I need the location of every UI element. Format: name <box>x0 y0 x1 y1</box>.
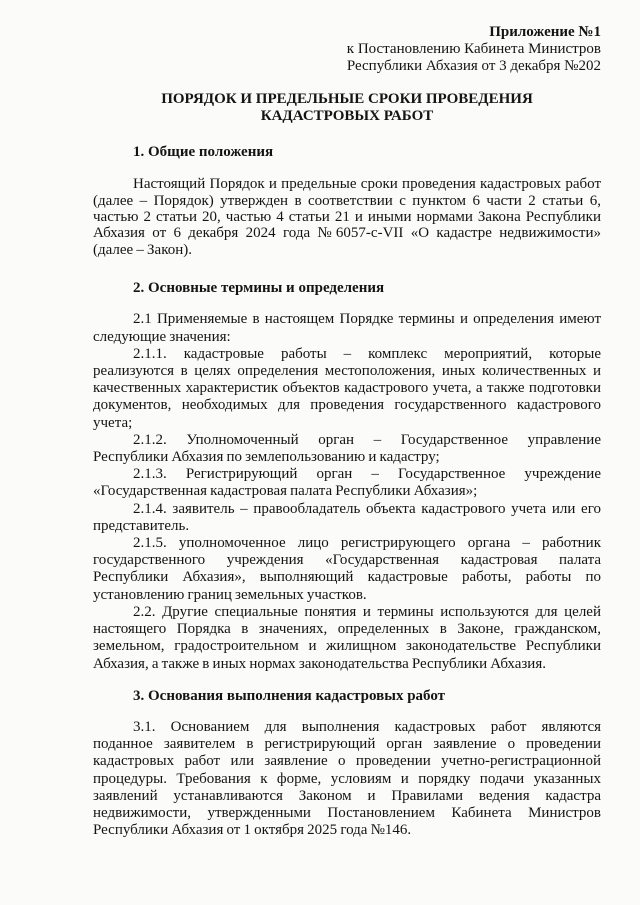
section-heading-1: 1. Общие положения <box>133 144 274 160</box>
section-heading-3: 3. Основания выполнения кадастровых работ <box>133 687 446 704</box>
appendix-number: Приложение №1 <box>489 24 601 40</box>
text-line: Республики Абхазия по землепользованию и кадастру; <box>93 449 440 466</box>
text-line: 2.2. Другие специальные понятия и термины используются для целей <box>133 603 601 620</box>
text-line: 2.1.1. кадастровые работы – комплекс мероприятий, которые <box>133 345 601 362</box>
appendix-header <box>93 24 601 75</box>
text-line: Настоящий Порядок и предельные сроки проведения кадастровых работ <box>133 176 601 193</box>
paragraph <box>93 535 601 604</box>
appendix-reference-date: Республики Абхазия от 3 декабря №202 <box>346 58 601 74</box>
text-line: земельном, градостроительном и жилищном законодательстве Республики <box>93 638 601 655</box>
text-line: следующие значения: <box>93 328 231 345</box>
text-line: Республики Абхазия», выполняющий кадастровые работы, работы по <box>93 569 601 586</box>
paragraph <box>93 176 601 258</box>
text-line: настоящего Порядка в значениях, определенных в Законе, гражданском, <box>93 621 601 638</box>
text-line: кадастровых работ или заявление о проведении учетно-регистрационной <box>93 753 601 770</box>
text-line: представитель. <box>93 517 190 534</box>
text-line: качественных характеристик объектов кадастрового учета, а также подготовки <box>93 380 601 397</box>
section-heading-2: 2. Основные термины и определения <box>133 280 385 297</box>
text-line: «Государственная кадастровая палата Республики Абхазия»; <box>93 483 478 500</box>
paragraph <box>93 346 601 432</box>
text-line: реализуются в целях определения местоположения, иных количественных и <box>93 363 601 380</box>
text-line: 2.1.2. Уполномоченный орган – Государственное управление <box>133 431 601 448</box>
text-line: 2.1 Применяемые в настоящем Порядке термины и определения имеют <box>133 311 601 328</box>
text-line: (далее – Порядок) утвержден в соответствии с пунктом 6 части 2 статьи 6, <box>93 192 601 209</box>
text-line: установлению границ земельных участков. <box>93 586 367 603</box>
text-line: 2.1.5. уполномоченное лицо регистрирующего органа – работник <box>133 535 601 552</box>
paragraph <box>93 501 601 535</box>
text-line: поданное заявителем в регистрирующий орган заявление о проведении <box>93 736 601 753</box>
document-title <box>93 91 601 125</box>
text-line: недвижимости, утвержденными Постановлением Кабинета Министров <box>93 804 601 821</box>
section-2-body <box>93 311 601 672</box>
section-3-body <box>93 719 601 839</box>
text-line: частью 2 статьи 20, частью 4 статьи 21 и иными нормами Закона Республики <box>93 209 601 226</box>
appendix-reference: к Постановлению Кабинета Министров <box>346 41 601 57</box>
paragraph <box>93 604 601 673</box>
section-1-body <box>93 176 601 258</box>
text-line: Абхазия от 6 декабря 2024 года №6057-с-VII «О кадастре недвижимости» <box>93 225 601 242</box>
paragraph <box>93 311 601 345</box>
text-line: процедуры. Требования к форме, условиям и порядку подачи указанных <box>93 770 601 787</box>
paragraph <box>93 466 601 500</box>
title-line-2: КАДАСТРОВЫХ РАБОТ <box>260 108 434 124</box>
text-line: учета; <box>93 414 133 431</box>
paragraph <box>93 719 601 839</box>
text-line: государственного учреждения «Государственная кадастровая палата <box>93 552 601 569</box>
text-line: Республики Абхазия от 1 октября 2025 года №146. <box>93 822 412 839</box>
text-line: документов, необходимых для проведения государственного кадастрового <box>93 397 601 414</box>
text-line: заявлений устанавливаются Законом и Правилами ведения кадастра <box>93 787 601 804</box>
text-line: 2.1.3. Регистрирующий орган – Государственное учреждение <box>133 466 601 483</box>
paragraph <box>93 432 601 466</box>
text-line: 3.1. Основанием для выполнения кадастровых работ являются <box>133 718 601 735</box>
text-line: (далее – Закон). <box>93 241 192 258</box>
title-line-1: ПОРЯДОК И ПРЕДЕЛЬНЫЕ СРОКИ ПРОВЕДЕНИЯ <box>161 91 533 107</box>
text-line: 2.1.4. заявитель – правообладатель объекта кадастрового учета или его <box>133 500 601 517</box>
text-line: Абхазия, а также в иных нормах законодательства Республики Абхазия. <box>93 655 546 672</box>
